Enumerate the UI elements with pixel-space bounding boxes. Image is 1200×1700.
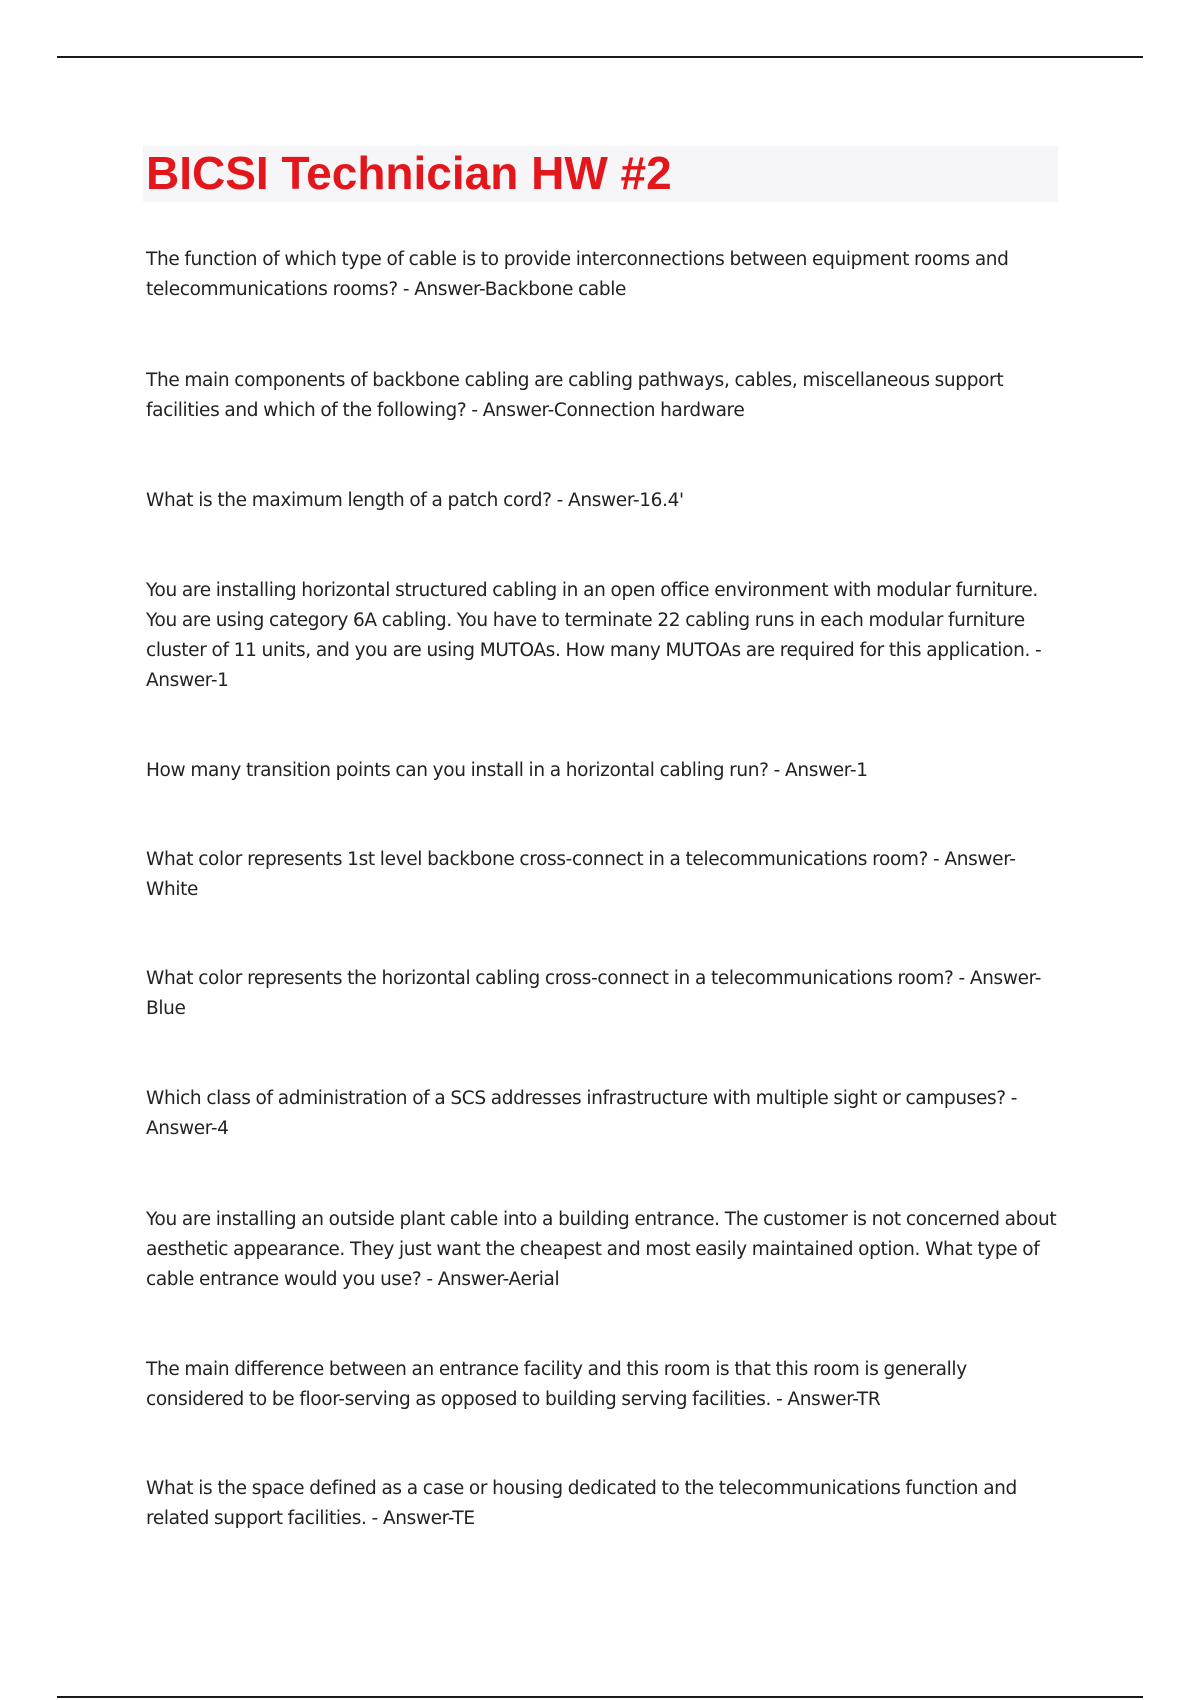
qa-item-7: What color represents the horizontal cabling cross-connect in a telecommunications room? - Answer-Blue — [146, 968, 1042, 1019]
qa-item-10: The main difference between an entrance facility and this room is that this room is generally considered to be floor-serving as opposed to building serving facilities. - Answer-TR — [146, 1359, 967, 1410]
bottom-divider — [57, 1696, 1143, 1698]
document-title: BICSI Technician HW #2 — [146, 147, 672, 199]
qa-item-3: What is the maximum length of a patch cord? - Answer-16.4' — [146, 490, 684, 511]
qa-item-5: How many transition points can you install in a horizontal cabling run? - Answer-1 — [146, 760, 868, 781]
qa-item-2: The main components of backbone cabling are cabling pathways, cables, miscellaneous support facilities and which of the following? - Answer-Connection hardware — [146, 370, 1004, 421]
qa-item-9: You are installing an outside plant cable into a building entrance. The customer is not concerned about aesthetic appearance. They just want the cheapest and most easily maintained option. What type of cable entrance would you use? - Answer-Aerial — [146, 1209, 1057, 1290]
qa-item-6: What color represents 1st level backbone cross-connect in a telecommunications room? - Answer-White — [146, 849, 1016, 900]
qa-item-8: Which class of administration of a SCS addresses infrastructure with multiple sight or campuses? - Answer-4 — [146, 1088, 1018, 1139]
top-divider — [57, 56, 1143, 58]
qa-item-11: What is the space defined as a case or housing dedicated to the telecommunications function and related support facilities. - Answer-TE — [146, 1478, 1017, 1529]
qa-item-1: The function of which type of cable is to provide interconnections between equipment rooms and telecommunications rooms? - Answer-Backbone cable — [146, 249, 1009, 300]
qa-item-4: You are installing horizontal structured cabling in an open office environment with modular furniture. You are using category 6A cabling. You have to terminate 22 cabling runs in each modular furniture cluster of 11 units, and you are using MUTOAs. How many MUTOAs are required for this application. - Answer-1 — [146, 580, 1042, 691]
